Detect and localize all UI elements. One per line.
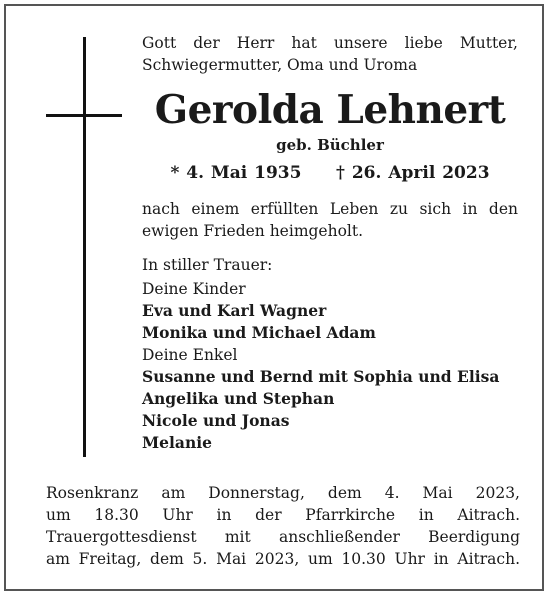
child-entry: Eva und Karl Wagner [142,301,327,320]
birth-date: * 4. Mai 1935 [170,163,302,183]
intro-line: Schwiegermutter, Oma und Uroma [142,56,418,74]
grandchild-entry: Susanne und Bernd mit Sophia und Elisa [142,367,500,386]
grandchild-entry: Angelika und Stephan [142,389,335,408]
passing-text [142,198,518,242]
grandchild-entry: Nicole und Jonas [142,411,290,430]
mourning-intro: In stiller Trauer: [142,256,273,274]
passing-line: ewigen Frieden heimgeholt. [142,222,364,240]
passing-line: nach einem erfüllten Leben zu sich in den [142,200,518,218]
service-line: Rosenkranz am Donnerstag, dem 4. Mai 2023, [46,484,520,502]
service-line: um 18.30 Uhr in der Pfarrkirche in Aitrach. [46,506,520,524]
obituary-main [142,32,518,454]
service-line: am Freitag, dem 5. Mai 2023, um 10.30 Uhr in Aitrach. [46,550,520,568]
service-line: Trauergottesdienst mit anschließender Beerdigung [46,528,520,546]
intro-line: Gott der Herr hat unsere liebe Mutter, [142,34,518,52]
deceased-name: Gerolda Lehnert [154,87,506,133]
children-label: Deine Kinder [142,280,246,298]
cross-icon-vertical [83,37,86,457]
maiden-name: geb. Büchler [276,136,384,154]
life-dates [142,162,518,184]
grandchild-entry: Melanie [142,433,212,452]
intro-text [142,32,518,76]
service-info [46,482,520,570]
grandchildren-label: Deine Enkel [142,346,238,364]
cross-icon-horizontal [46,114,122,117]
child-entry: Monika und Michael Adam [142,323,376,342]
death-date: † 26. April 2023 [336,163,490,183]
